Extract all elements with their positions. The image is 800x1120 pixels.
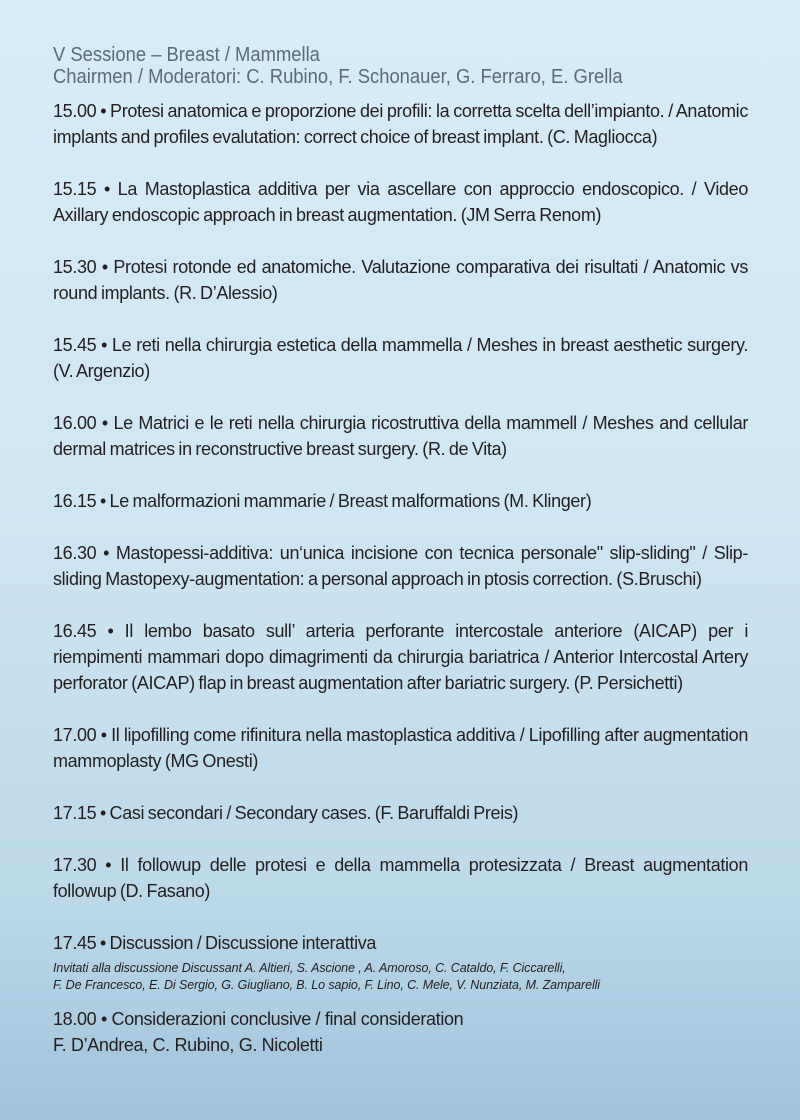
invited-discussants [53, 960, 748, 994]
closing-names: F. D’Andrea, C. Rubino, G. Nicoletti [53, 1035, 323, 1055]
program-item: 15.15 • La Mastoplastica additiva per via ascellare con approccio endoscopico. / Video Axillary endoscopic approach in breast augmentation. (JM Serra Renom) [53, 179, 748, 225]
program-item: 15.00 • Protesi anatomica e proporzione dei profili: la corretta scelta dell’impianto. / Anatomic implants and profiles evalutation: correct choice of breast implant. (C. Magliocca) [53, 101, 748, 147]
program-item: 16.30 • Mastopessi-additiva: un‘unica incisione con tecnica personale" slip-sliding" / Slip-sliding Mastopexy-augmentation: a personal approach in ptosis correction. (S.Bruschi) [53, 543, 748, 589]
program-item: 17.15 • Casi secondari / Secondary cases. (F. Baruffaldi Preis) [53, 803, 519, 823]
program-item: 17.00 • Il lipofilling come rifinitura nella mastoplastica additiva / Lipofilling after augmentation mammoplasty (MG Onesti) [53, 725, 748, 771]
program-page [53, 44, 748, 1058]
closing-item: 18.00 • Considerazioni conclusive / final consideration [53, 1009, 464, 1029]
invited-line-1: Invitati alla discussione Discussant A. Altieri, S. Ascione , A. Amoroso, C. Cataldo, F. Ciccarelli, [53, 961, 566, 975]
program-item: 15.30 • Protesi rotonde ed anatomiche. Valutazione comparativa dei risultati / Anatomic vs round implants. (R. D’Alessio) [53, 257, 748, 303]
program-item: 16.45 • Il lembo basato sull’ arteria perforante intercostale anteriore (AICAP) per i riempimenti mammari dopo dimagrimenti da chirurgia bariatrica / Anterior Intercostal Artery perforator (AICAP) flap in breast augmentation after bariatric surgery. (P. Persichetti) [53, 621, 748, 693]
invited-line-2: F. De Francesco, E. Di Sergio, G. Giugliano, B. Lo sapio, F. Lino, C. Mele, V. Nunziata, M. Zamparelli [53, 978, 600, 992]
program-item-discussion: 17.45 • Discussion / Discussione interattiva [53, 933, 377, 953]
session-chairmen: Chairmen / Moderatori: C. Rubino, F. Schonauer, G. Ferraro, E. Grella [53, 66, 623, 88]
program-item: 17.30 • Il followup delle protesi e della mammella protesizzata / Breast augmentation followup (D. Fasano) [53, 855, 748, 901]
program-item: 16.00 • Le Matrici e le reti nella chirurgia ricostruttiva della mammell / Meshes and cellular dermal matrices in reconstructive breast surgery. (R. de Vita) [53, 413, 748, 459]
program-item: 15.45 • Le reti nella chirurgia estetica della mammella / Meshes in breast aesthetic surgery. (V. Argenzio) [53, 335, 748, 381]
program-item: 16.15 • Le malformazioni mammarie / Breast malformations (M. Klinger) [53, 491, 592, 511]
session-title: V Sessione – Breast / Mammella [53, 44, 320, 66]
